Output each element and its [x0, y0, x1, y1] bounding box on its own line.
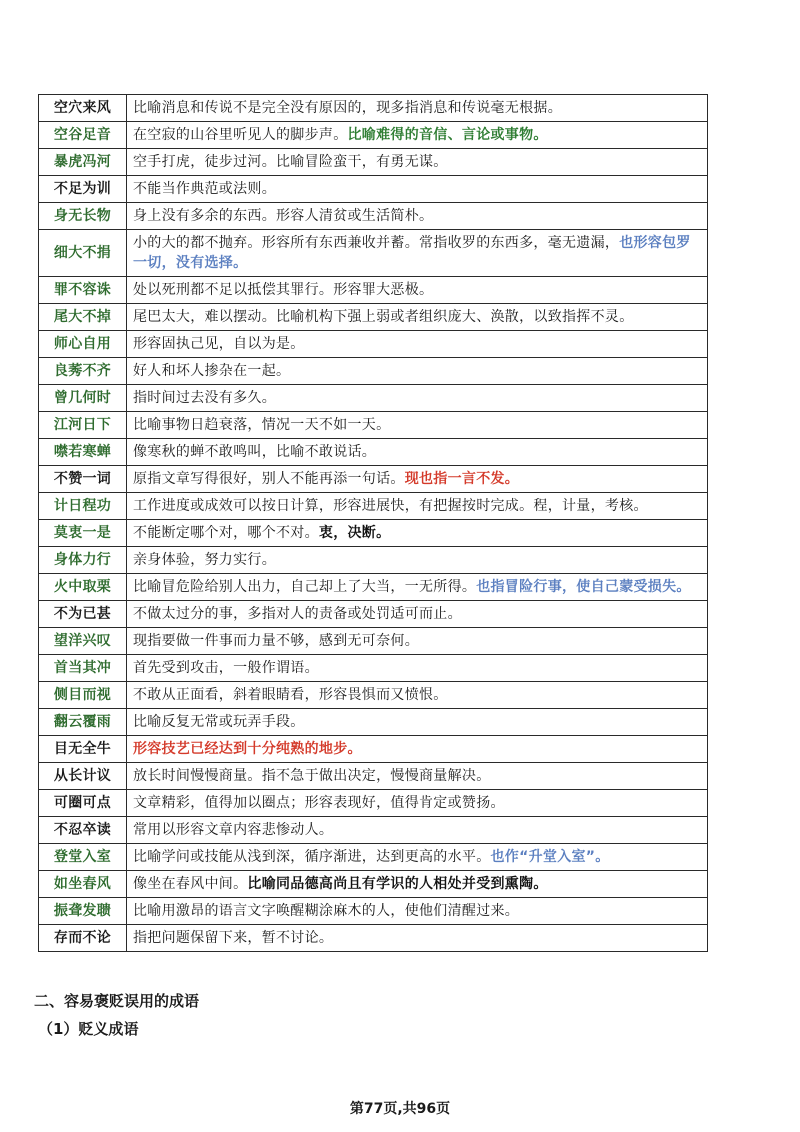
table-row [39, 439, 708, 466]
idiom-term: 噤若寒蝉 [39, 439, 127, 466]
idiom-term: 曾几何时 [39, 385, 127, 412]
sub-title: （1）贬义成语 [38, 1020, 139, 1038]
idiom-term: 暴虎冯河 [39, 149, 127, 176]
idiom-definition [127, 601, 708, 628]
table-row [39, 628, 708, 655]
definition-highlight: 也指冒险行事，使自己蒙受损失。 [476, 579, 691, 595]
definition-text: 不做太过分的事，多指对人的责备或处罚适可而止。 [133, 606, 462, 622]
table-row [39, 466, 708, 493]
table-row [39, 574, 708, 601]
definition-highlight: 现也指一言不发。 [404, 471, 520, 487]
definition-text: 指时间过去没有多久。 [133, 390, 276, 406]
definition-text: 不敢从正面看，斜着眼睛看，形容畏惧而又愤恨。 [133, 687, 448, 703]
definition-highlight: 比喻难得的音信、言论或事物。 [347, 127, 548, 143]
idiom-term: 火中取栗 [39, 574, 127, 601]
idiom-definition [127, 412, 708, 439]
table-row [39, 304, 708, 331]
idiom-definition [127, 763, 708, 790]
idiom-term: 不足为训 [39, 176, 127, 203]
definition-highlight: 比喻同品德高尚且有学识的人相处并受到熏陶。 [247, 876, 548, 892]
idiom-definition [127, 493, 708, 520]
definition-text: 形容固执己见，自以为是。 [133, 336, 305, 352]
definition-text: 放长时间慢慢商量。指不急于做出决定，慢慢商量解决。 [133, 768, 491, 784]
idiom-definition [127, 176, 708, 203]
idiom-definition [127, 358, 708, 385]
idiom-term: 良莠不齐 [39, 358, 127, 385]
table-row [39, 925, 708, 952]
definition-text: 亲身体验，努力实行。 [133, 552, 276, 568]
table-row [39, 682, 708, 709]
idiom-definition [127, 790, 708, 817]
idiom-definition [127, 817, 708, 844]
idiom-term: 侧目而视 [39, 682, 127, 709]
table-row [39, 95, 708, 122]
definition-text: 处以死刑都不足以抵偿其罪行。形容罪大恶极。 [133, 282, 434, 298]
idiom-term: 莫衷一是 [39, 520, 127, 547]
definition-text: 不能当作典范或法则。 [133, 181, 276, 197]
idiom-term: 从长计议 [39, 763, 127, 790]
definition-text: 比喻学问或技能从浅到深，循序渐进，达到更高的水平。 [133, 849, 491, 865]
idiom-term: 如坐春风 [39, 871, 127, 898]
definition-text: 好人和坏人掺杂在一起。 [133, 363, 291, 379]
table-row [39, 122, 708, 149]
table-row [39, 520, 708, 547]
idiom-term: 尾大不掉 [39, 304, 127, 331]
idiom-term: 翻云覆雨 [39, 709, 127, 736]
idiom-definition [127, 122, 708, 149]
definition-text: 现指要做一件事而力量不够，感到无可奈何。 [133, 633, 419, 649]
table-row [39, 655, 708, 682]
table-row [39, 358, 708, 385]
idiom-term: 存而不论 [39, 925, 127, 952]
idiom-term: 望洋兴叹 [39, 628, 127, 655]
table-row [39, 709, 708, 736]
table-row [39, 601, 708, 628]
idiom-term: 首当其冲 [39, 655, 127, 682]
definition-text: 空手打虎，徒步过河。比喻冒险蛮干，有勇无谋。 [133, 154, 448, 170]
definition-text: 比喻反复无常或玩弄手段。 [133, 714, 305, 730]
table-row [39, 412, 708, 439]
definition-highlight: 也作“升堂入室”。 [490, 849, 610, 865]
idiom-definition [127, 682, 708, 709]
definition-text: 尾巴太大，难以摆动。比喻机构下强上弱或者组织庞大、涣散，以致指挥不灵。 [133, 309, 634, 325]
idiom-definition [127, 331, 708, 358]
table-row [39, 898, 708, 925]
idiom-definition [127, 628, 708, 655]
idiom-term: 师心自用 [39, 331, 127, 358]
idiom-term: 可圈可点 [39, 790, 127, 817]
idiom-term: 振聋发聩 [39, 898, 127, 925]
definition-text: 在空寂的山谷里听见人的脚步声。 [133, 127, 348, 143]
idiom-definition [127, 844, 708, 871]
idiom-term: 空谷足音 [39, 122, 127, 149]
page-footer: 第77页,共96页 [349, 1101, 451, 1117]
idiom-term: 不赞一词 [39, 466, 127, 493]
definition-text: 工作进度或成效可以按日计算，形容进展快，有把握按时完成。程，计量，考核。 [133, 498, 648, 514]
definition-highlight: 也形容包罗一切，没有选择。 [133, 235, 691, 271]
table-row [39, 277, 708, 304]
table-row [39, 331, 708, 358]
idiom-definition [127, 439, 708, 466]
idiom-term: 目无全牛 [39, 736, 127, 763]
table-row [39, 149, 708, 176]
definition-text: 比喻冒危险给别人出力，自己却上了大当，一无所得。 [133, 579, 477, 595]
definition-text: 原指文章写得很好，别人不能再添一句话。 [133, 471, 405, 487]
table-row [39, 817, 708, 844]
table-row [39, 763, 708, 790]
idiom-table-body [39, 95, 708, 952]
idiom-definition [127, 304, 708, 331]
definition-text: 比喻用激昂的语言文字唤醒糊涂麻木的人，使他们清醒过来。 [133, 903, 520, 919]
table-row [39, 493, 708, 520]
idiom-term: 不为已甚 [39, 601, 127, 628]
table-row [39, 203, 708, 230]
idiom-term: 计日程功 [39, 493, 127, 520]
idiom-term: 身无长物 [39, 203, 127, 230]
idiom-definition [127, 385, 708, 412]
idiom-definition [127, 898, 708, 925]
idiom-definition [127, 95, 708, 122]
idiom-definition [127, 149, 708, 176]
definition-text: 不能断定哪个对，哪个不对。 [133, 525, 319, 541]
table-row [39, 736, 708, 763]
definition-text: 首先受到攻击，一般作谓语。 [133, 660, 319, 676]
idiom-definition [127, 736, 708, 763]
idiom-definition [127, 709, 708, 736]
idiom-term: 江河日下 [39, 412, 127, 439]
idiom-definition [127, 230, 708, 277]
idiom-definition [127, 203, 708, 230]
idiom-term: 罪不容诛 [39, 277, 127, 304]
idiom-term: 身体力行 [39, 547, 127, 574]
idiom-definition [127, 520, 708, 547]
definition-text: 常用以形容文章内容悲惨动人。 [133, 822, 334, 838]
idiom-term: 不忍卒读 [39, 817, 127, 844]
table-row [39, 844, 708, 871]
definition-text: 像寒秋的蝉不敢鸣叫，比喻不敢说话。 [133, 444, 377, 460]
idiom-term: 细大不捐 [39, 230, 127, 277]
section-title: 二、容易褒贬误用的成语 [34, 992, 200, 1010]
table-row [39, 230, 708, 277]
idiom-definition [127, 574, 708, 601]
definition-highlight: 形容技艺已经达到十分纯熟的地步。 [133, 741, 362, 757]
definition-highlight: 衷，决断。 [318, 525, 391, 541]
idiom-table [38, 94, 708, 952]
table-row [39, 547, 708, 574]
definition-text: 比喻消息和传说不是完全没有原因的，现多指消息和传说毫无根据。 [133, 100, 562, 116]
definition-text: 指把问题保留下来，暂不讨论。 [133, 930, 334, 946]
idiom-definition [127, 871, 708, 898]
idiom-definition [127, 547, 708, 574]
definition-text: 比喻事物日趋衰落，情况一天不如一天。 [133, 417, 391, 433]
idiom-term: 空穴来风 [39, 95, 127, 122]
table-row [39, 385, 708, 412]
definition-text: 身上没有多余的东西。形容人清贫或生活简朴。 [133, 208, 434, 224]
idiom-definition [127, 277, 708, 304]
idiom-term: 登堂入室 [39, 844, 127, 871]
definition-text: 像坐在春风中间。 [133, 876, 248, 892]
table-row [39, 176, 708, 203]
table-row [39, 871, 708, 898]
definition-text: 小的大的都不抛弃。形容所有东西兼收并蓄。常指收罗的东西多，毫无遗漏， [133, 235, 620, 251]
table-row [39, 790, 708, 817]
idiom-definition [127, 466, 708, 493]
definition-text: 文章精彩，值得加以圈点；形容表现好，值得肯定或赞扬。 [133, 795, 505, 811]
idiom-definition [127, 655, 708, 682]
idiom-definition [127, 925, 708, 952]
